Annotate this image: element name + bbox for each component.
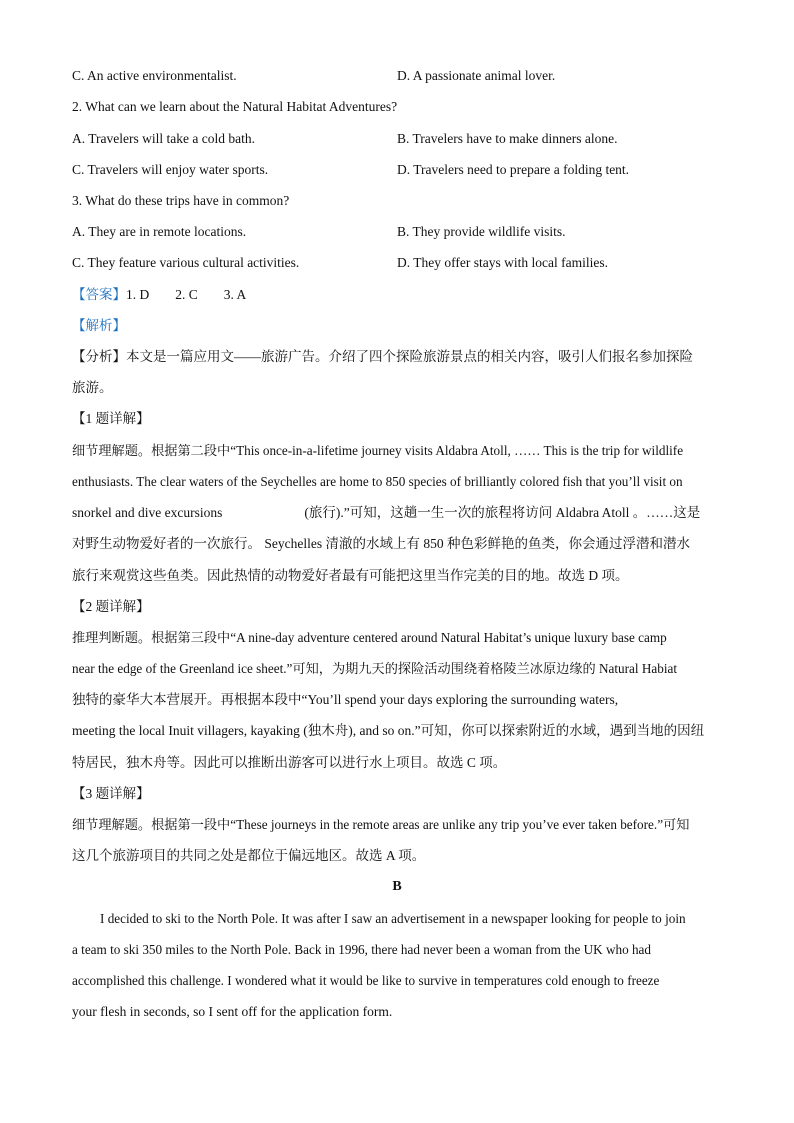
- q1-option-c: C. An active environmentalist.: [72, 68, 237, 83]
- detail3-line-2: 这几个旅游项目的共同之处是都位于偏远地区。故选 A 项。: [72, 848, 426, 863]
- q3-option-c: C. They feature various cultural activities.: [72, 255, 300, 270]
- overview-line-1: [72, 348, 732, 366]
- detail2-label: 【2 题详解】: [72, 599, 150, 614]
- detail3-line-1: 细节理解题。根据第一段中“These journeys in the remote areas are unlike any trip you’ve ever taken before.”可知: [72, 817, 690, 832]
- q2-options-row-ab: [72, 130, 732, 148]
- answer-2: 2. C: [175, 287, 198, 302]
- overview-line-2: 旅游。: [72, 380, 113, 395]
- q1-option-d: D. A passionate animal lover.: [397, 68, 556, 83]
- overview-label: 【分析】: [72, 349, 126, 364]
- q2-option-d: D. Travelers need to prepare a folding tent.: [397, 162, 630, 177]
- q3-options-row-cd: [72, 254, 732, 272]
- q1-options-row: [72, 67, 732, 85]
- q2-option-c: C. Travelers will enjoy water sports.: [72, 162, 269, 177]
- detail1-line-4: 对野生动物爱好者的一次旅行。 Seychelles 清澈的水域上有 850 种色彩鲜艳的鱼类，你会通过浮潜和潜水: [72, 536, 690, 551]
- answer-label: 【答案】: [72, 287, 126, 302]
- detail2-line-5: 特居民，独木舟等。因此可以推断出游客可以进行水上项目。故选 C 项。: [72, 755, 507, 770]
- detail1-line-1: 细节理解题。根据第二段中“This once-in-a-lifetime journey visits Aldabra Atoll, …… This is the trip for wildlife: [72, 443, 684, 458]
- section-b-line-3: accomplished this challenge. I wondered what it would be like to survive in temperatures cold enough to freeze: [72, 973, 660, 988]
- q2-options-row-cd: [72, 161, 732, 179]
- q2-question: 2. What can we learn about the Natural Habitat Adventures?: [72, 99, 398, 114]
- answer-3: 3. A: [223, 287, 247, 302]
- answer-1: 1. D: [126, 287, 150, 302]
- q3-option-d: D. They offer stays with local families.: [397, 255, 608, 270]
- detail1-line-3a: snorkel and dive excursions: [72, 505, 223, 520]
- detail1-line-2: enthusiasts. The clear waters of the Seychelles are home to 850 species of brilliantly colored fish that you’ll visit on: [72, 474, 683, 489]
- detail1-label: 【1 题详解】: [72, 411, 150, 426]
- q2-option-a: A. Travelers will take a cold bath.: [72, 131, 255, 146]
- section-b-line-4: your flesh in seconds, so I sent off for the application form.: [72, 1004, 393, 1019]
- section-b-line-1: I decided to ski to the North Pole. It was after I saw an advertisement in a newspaper looking for people to join: [100, 911, 686, 926]
- detail1-line-3b: (旅行).”可知，这趟一生一次的旅程将访问 Aldabra Atoll 。……这是: [304, 505, 701, 520]
- q2-option-b: B. Travelers have to make dinners alone.: [397, 131, 618, 146]
- section-b-line-2: a team to ski 350 miles to the North Pole. Back in 1996, there had never been a woman from the UK who had: [72, 942, 652, 957]
- q3-question: 3. What do these trips have in common?: [72, 193, 290, 208]
- detail2-line-2: near the edge of the Greenland ice sheet.”可知，为期九天的探险活动围绕着格陵兰冰原边缘的 Natural Habiat: [72, 661, 678, 676]
- section-b-title: B: [392, 879, 402, 894]
- detail2-line-1: 推理判断题。根据第三段中“A nine-day adventure centered around Natural Habitat’s unique luxury base camp: [72, 630, 667, 645]
- detail1-line-5: 旅行来观赏这些鱼类。因此热情的动物爱好者最有可能把这里当作完美的目的地。故选 D 项。: [72, 568, 629, 583]
- overview-text-1: 本文是一篇应用文——旅游广告。介绍了四个探险旅游景点的相关内容，吸引人们报名参加探险: [126, 349, 693, 364]
- q3-options-row-ab: [72, 223, 732, 241]
- answer-line: [72, 286, 732, 304]
- q3-option-a: A. They are in remote locations.: [72, 224, 247, 239]
- detail1-line-3: [72, 504, 732, 522]
- detail2-line-3: 独特的豪华大本营展开。再根据本段中“You’ll spend your days exploring the surrounding waters,: [72, 692, 619, 707]
- detail2-line-4: meeting the local Inuit villagers, kayaking (独木舟), and so on.”可知，你可以探索附近的水域，遇到当地的因纽: [72, 723, 705, 738]
- analysis-label: 【解析】: [72, 318, 126, 333]
- detail3-label: 【3 题详解】: [72, 786, 150, 801]
- q3-option-b: B. They provide wildlife visits.: [397, 224, 566, 239]
